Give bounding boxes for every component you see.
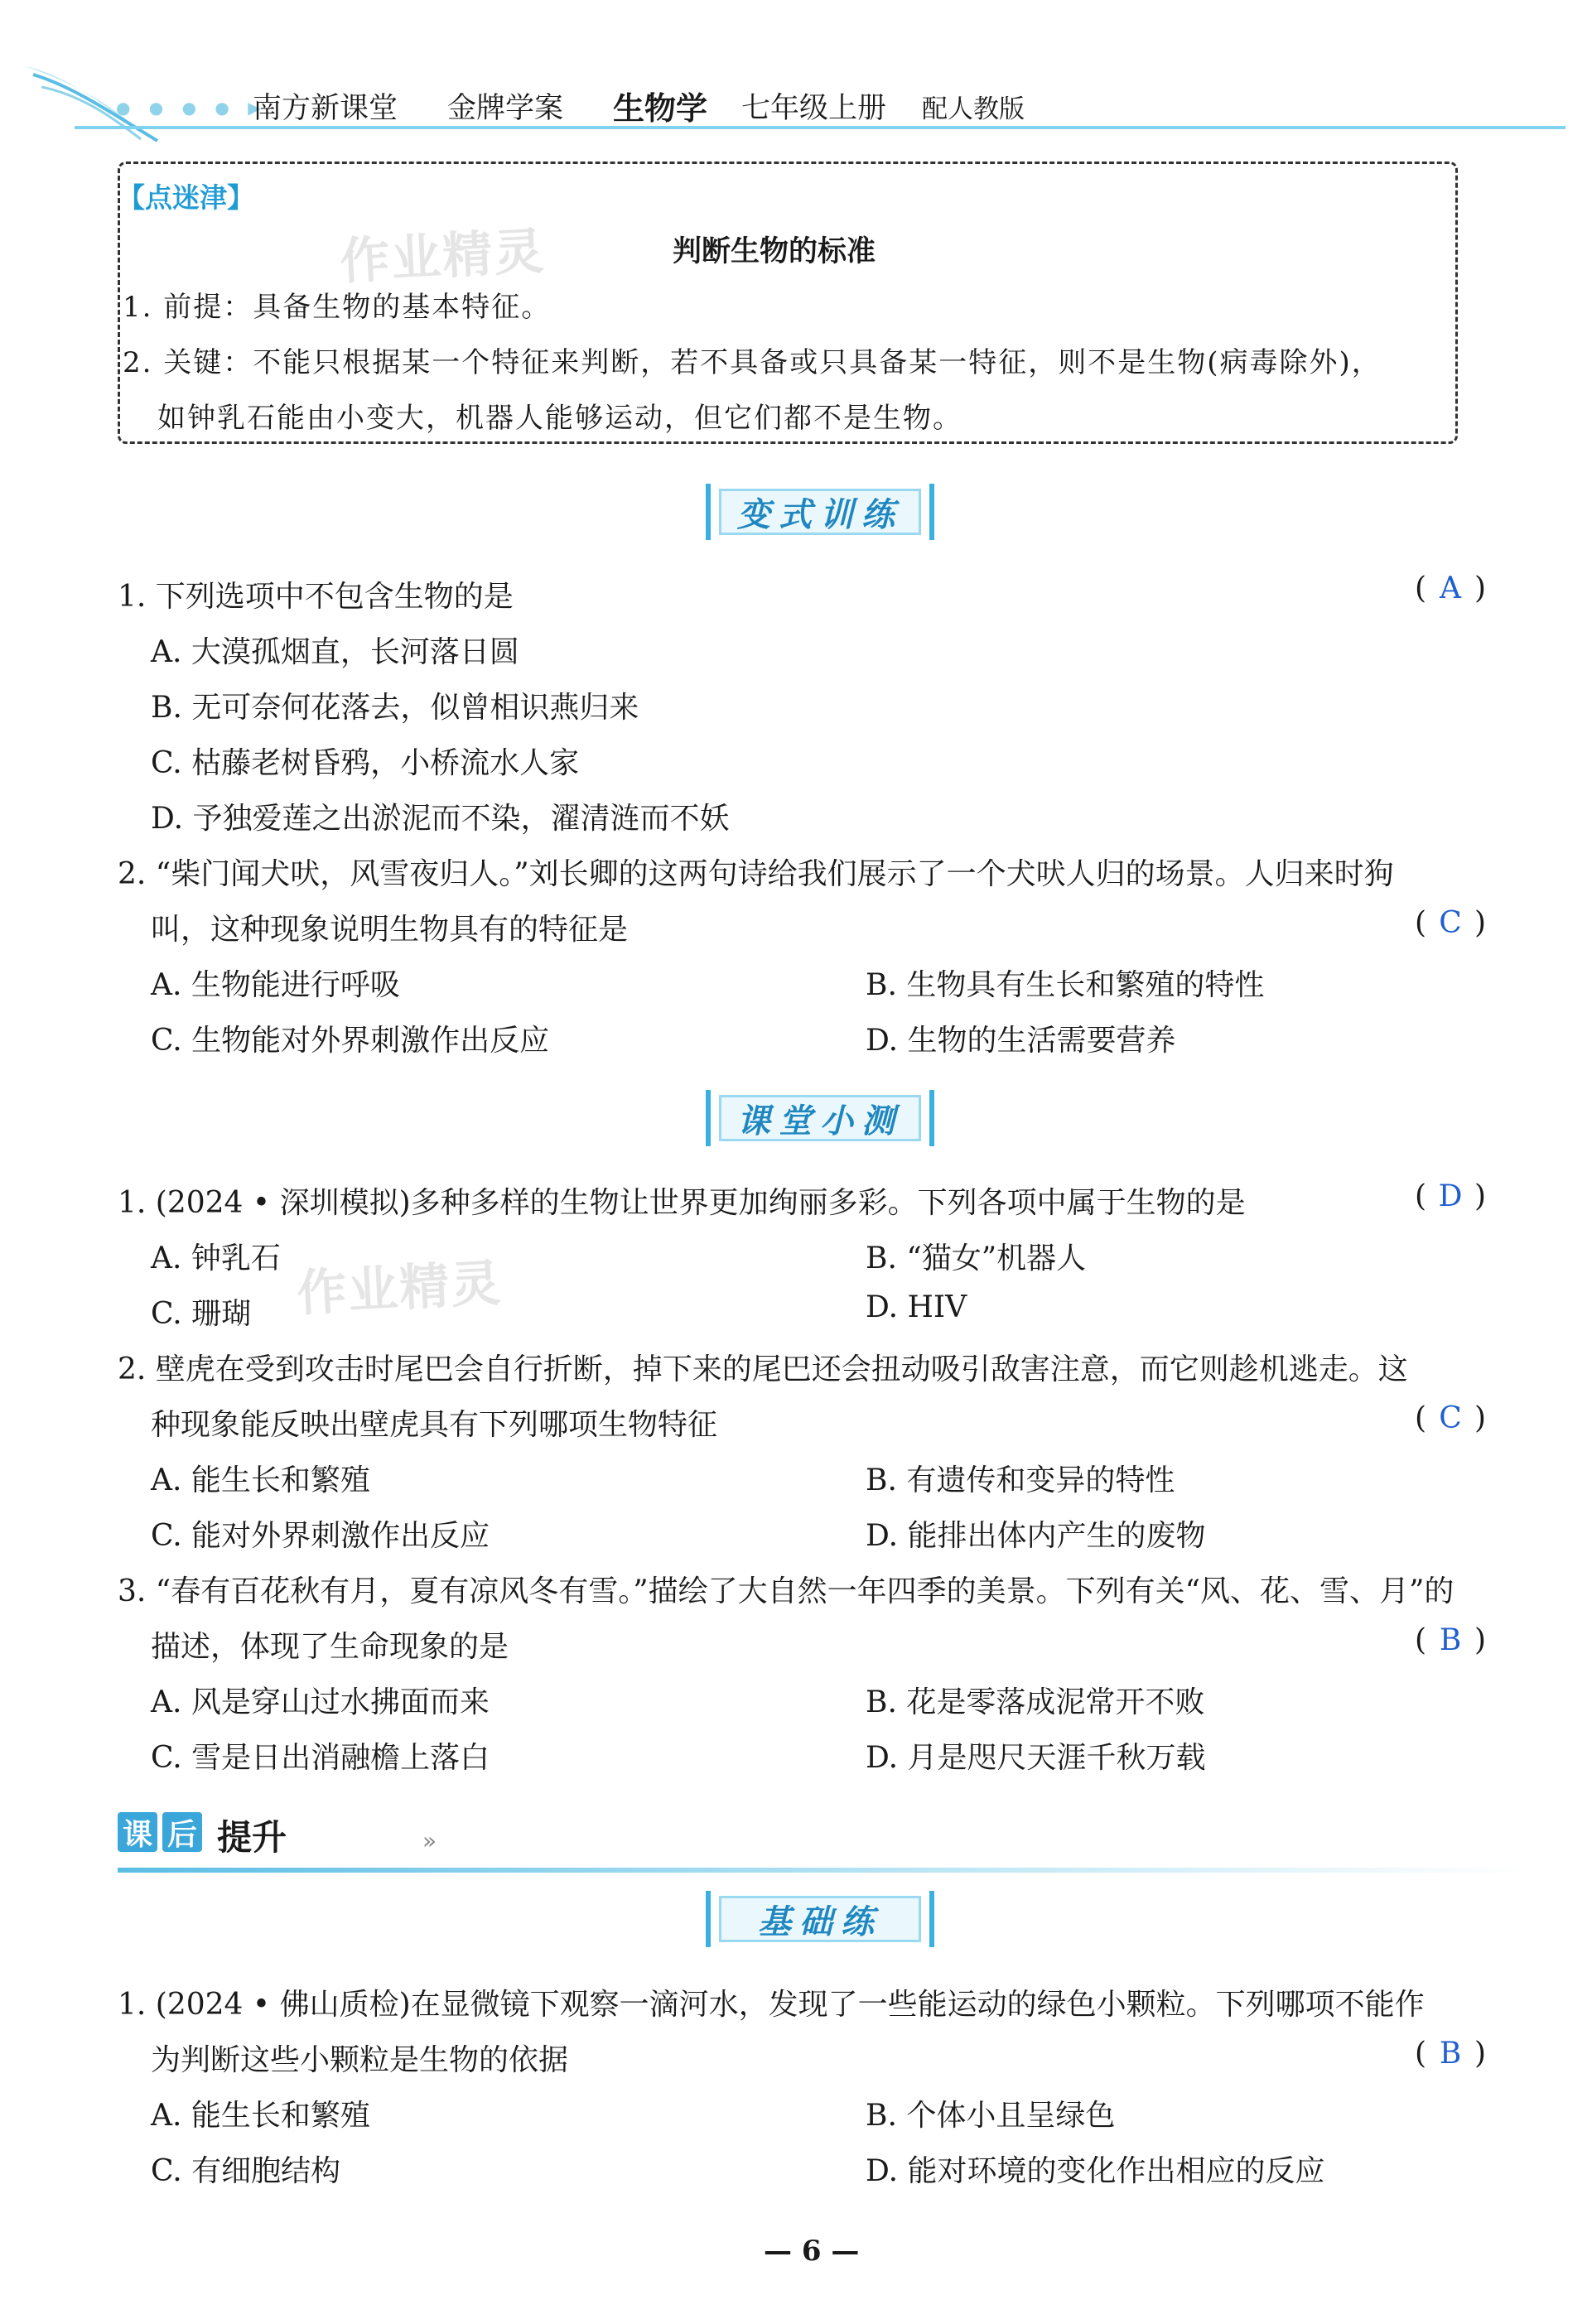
watermark-2: 作业精灵	[295, 1254, 504, 1324]
variant-q2-option-d: D. 生物的生活需要营养	[866, 1024, 1176, 1058]
tip-line-2: 2. 关键：不能只根据某一个特征来判断，若不具备或只具备某一特征，则不是生物(病毒除外)，	[123, 346, 1382, 379]
quiz-q1-option-a: A. 钟乳石	[151, 1242, 281, 1275]
basic-q1-option-d: D. 能对环境的变化作出相应的反应	[866, 2154, 1325, 2188]
after-class-rule	[118, 1868, 1526, 1873]
quiz-q1-stem: 1. (2024 • 深圳模拟)多种多样的生物让世界更加绚丽多彩。下列各项中属于生物的是	[118, 1186, 1246, 1220]
section-banner-basic	[706, 1891, 934, 1947]
header-book: 金牌学案	[447, 92, 564, 125]
quiz-q1-option-d: D. HIV	[866, 1290, 967, 1324]
quiz-q2-option-c: C. 能对外界刺激作出反应	[151, 1519, 490, 1553]
basic-q1-option-a: A. 能生长和繁殖	[151, 2099, 370, 2133]
header-series: 南方新课堂	[253, 92, 398, 125]
quiz-q3-stem-line2: 描述，体现了生命现象的是	[151, 1630, 509, 1664]
variant-q1-option-d: D. 予独爱莲之出淤泥而不染，濯清涟而不妖	[151, 802, 730, 836]
variant-q2-option-a: A. 生物能进行呼吸	[151, 968, 400, 1002]
tip-line-3: 如钟乳石能由小变大，机器人能够运动，但它们都不是生物。	[157, 402, 962, 435]
after-class-title: 提升	[217, 1817, 287, 1858]
quiz-q2-option-a: A. 能生长和繁殖	[151, 1463, 370, 1497]
header-dots: ● ● ● ● ▶	[116, 98, 268, 118]
basic-q1-stem-line2: 为判断这些小颗粒是生物的依据	[151, 2043, 569, 2077]
variant-q1-option-a: A. 大漠孤烟直，长河落日圆	[151, 635, 519, 669]
quiz-q1-option-c: C. 珊瑚	[151, 1297, 252, 1331]
quiz-q2-stem-line1: 2. 壁虎在受到攻击时尾巴会自行折断，掉下来的尾巴还会扭动吸引敌害注意，而它则趁机逃走。这	[118, 1352, 1408, 1386]
basic-q1-stem-line1: 1. (2024 • 佛山质检)在显微镜下观察一滴河水，发现了一些能运动的绿色小颗粒。下列哪项不能作	[118, 1988, 1425, 2022]
quiz-q1-option-b: B. “猫女”机器人	[866, 1242, 1087, 1275]
tip-line-1: 1. 前提：具备生物的基本特征。	[123, 291, 552, 324]
variant-q1-option-b: B. 无可奈何花落去，似曾相识燕归来	[151, 691, 639, 725]
section-title-quiz: 课堂小测	[719, 1095, 921, 1141]
quiz-q3-option-b: B. 花是零落成泥常开不败	[866, 1685, 1205, 1719]
variant-q1-stem: 1. 下列选项中不包含生物的是	[118, 580, 514, 614]
section-title-basic: 基础练	[719, 1896, 921, 1942]
double-chevron-icon: »	[422, 1827, 437, 1854]
quiz-q2-answer: ( C )	[1415, 1401, 1487, 1435]
basic-q1-option-c: C. 有细胞结构	[151, 2154, 341, 2188]
variant-q2-answer: ( C )	[1415, 906, 1487, 940]
variant-q1-answer: ( A )	[1415, 571, 1487, 605]
quiz-q1-answer: ( D )	[1415, 1179, 1487, 1213]
quiz-q3-answer: ( B )	[1415, 1623, 1487, 1657]
after-class-badge-1: 课	[118, 1812, 157, 1852]
quiz-q3-option-d: D. 月是咫尺天涯千秋万载	[866, 1741, 1206, 1775]
header-edition: 配人教版	[922, 94, 1025, 124]
tip-tag: 【点迷津】	[118, 181, 254, 214]
after-class-badge-2: 后	[162, 1812, 202, 1852]
watermark: 作业精灵	[338, 222, 547, 292]
quiz-q2-stem-line2: 种现象能反映出壁虎具有下列哪项生物特征	[151, 1408, 718, 1442]
page-number: — 6 —	[764, 2235, 860, 2268]
variant-q2-stem-line2: 叫，这种现象说明生物具有的特征是	[151, 913, 629, 947]
section-banner-quiz	[706, 1090, 934, 1146]
quiz-q2-option-d: D. 能排出体内产生的废物	[866, 1519, 1206, 1553]
variant-q1-option-c: C. 枯藤老树昏鸦，小桥流水人家	[151, 746, 580, 780]
quiz-q3-option-a: A. 风是穿山过水拂面而来	[151, 1685, 490, 1719]
basic-q1-answer: ( B )	[1415, 2037, 1487, 2071]
variant-q2-option-b: B. 生物具有生长和繁殖的特性	[866, 968, 1265, 1002]
quiz-q3-stem-line1: 3. “春有百花秋有月，夏有凉风冬有雪。”描绘了大自然一年四季的美景。下列有关“风、花、雪、月”的	[118, 1574, 1455, 1608]
header-subject: 生物学	[613, 90, 708, 127]
variant-q2-stem-line1: 2. “柴门闻犬吠，风雪夜归人。”刘长卿的这两句诗给我们展示了一个犬吠人归的场景。人归来时狗	[118, 857, 1394, 891]
header-grade: 七年级上册	[741, 92, 887, 125]
variant-q2-option-c: C. 生物能对外界刺激作出反应	[151, 1024, 550, 1058]
section-title-variant: 变式训练	[719, 489, 921, 535]
basic-q1-option-b: B. 个体小且呈绿色	[866, 2099, 1116, 2133]
quiz-q2-option-b: B. 有遗传和变异的特性	[866, 1463, 1175, 1497]
quiz-q3-option-c: C. 雪是日出消融檐上落白	[151, 1741, 490, 1775]
tip-title: 判断生物的标准	[673, 235, 876, 268]
section-banner-variant	[706, 484, 934, 540]
